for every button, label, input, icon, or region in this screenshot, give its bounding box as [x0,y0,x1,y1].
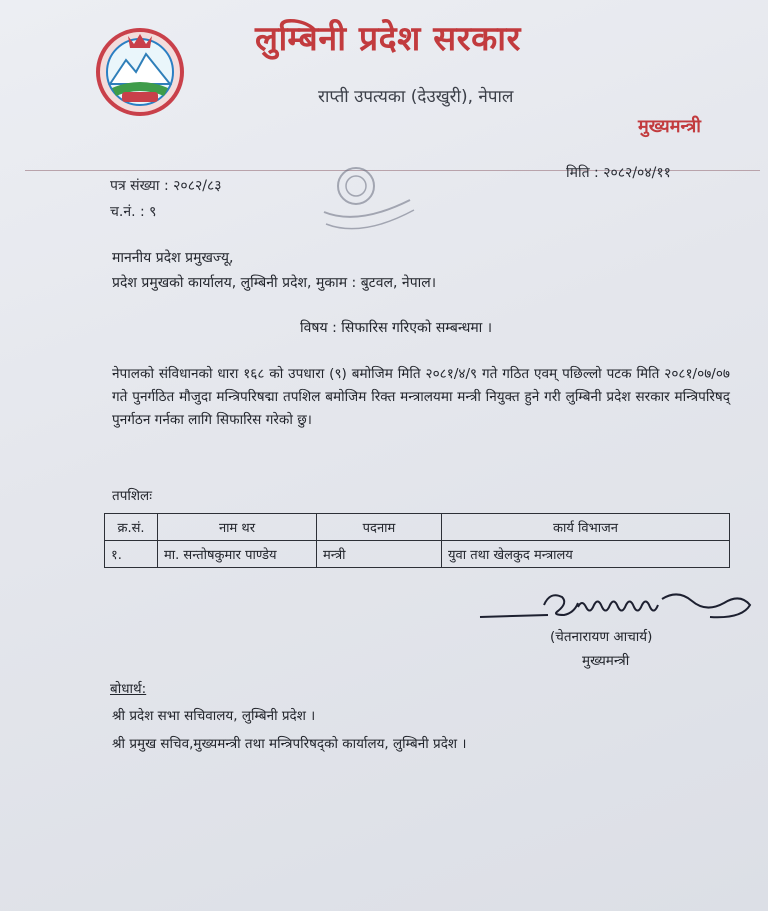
cc-list [112,706,466,762]
header-serial: क्र.सं. [105,514,158,541]
list-item: श्री प्रदेश सभा सचिवालय, लुम्बिनी प्रदेश । [112,708,316,724]
signatory-name: (चेतनारायण आचार्य) [550,629,653,645]
table-header-row [105,514,730,541]
issuing-office: मुख्यमन्त्री [638,116,701,137]
cell-name: मा. सन्तोषकुमार पाण्डेय [158,541,317,568]
reference-number: पत्र संख्या : २०८२/८३ [110,178,222,194]
addressee-office: प्रदेश प्रमुखको कार्यालय, लुम्बिनी प्रदेश, मुकाम : बुटवल, नेपाल। [112,275,437,291]
header-portfolio: कार्य विभाजन [442,514,730,541]
appointment-table [104,513,730,568]
addressee-salutation: माननीय प्रदेश प्रमुखज्यू, [112,250,234,266]
header-post: पदनाम [317,514,442,541]
office-stamp-icon [318,160,418,240]
table-row [105,541,730,568]
government-emblem-icon [92,26,188,118]
details-heading: तपशिलः [112,488,152,504]
handwritten-signature-icon [478,585,754,629]
cell-post: मन्त्री [317,541,442,568]
letter-date: मिति : २०८२/०४/११ [566,165,671,181]
letter-subject: विषय : सिफारिस गरिएको सम्बन्धमा । [300,320,493,336]
cc-heading: बोधार्थ: [110,681,147,697]
dispatch-number: च.नं. : ९ [110,204,157,220]
letter-body: नेपालको संविधानको धारा १६८ को उपधारा (९) बमोजिम मिति २०८१/४/९ गते गठित एवम् पछिल्लो पटक मिति २०८१/०७/०७ गते पुनर्गठित मौजुदा मन्त्रिपरिषद्मा तपशिल बमोजिम रिक्त मन्त्रालयमा मन्त्री नियुक्त हुने गरी लुम्बिनी प्रदेश सरकार मन्त्रिपरिषद् पुनर्गठन गर्नका लागि सिफारिस गरेको छु। [112,366,730,428]
cell-portfolio: युवा तथा खेलकुद मन्त्रालय [442,541,730,568]
government-title: लुम्बिनी प्रदेश सरकार [255,19,521,59]
signatory-title: मुख्यमन्त्री [582,653,630,669]
cell-serial: १. [105,541,158,568]
government-address: राप्ती उपत्यका (देउखुरी), नेपाल [318,87,514,107]
addressee-block [112,248,436,298]
header-name: नाम थर [158,514,317,541]
list-item: श्री प्रमुख सचिव,मुख्यमन्त्री तथा मन्त्रिपरिषद्को कार्यालय, लुम्बिनी प्रदेश । [112,736,467,752]
